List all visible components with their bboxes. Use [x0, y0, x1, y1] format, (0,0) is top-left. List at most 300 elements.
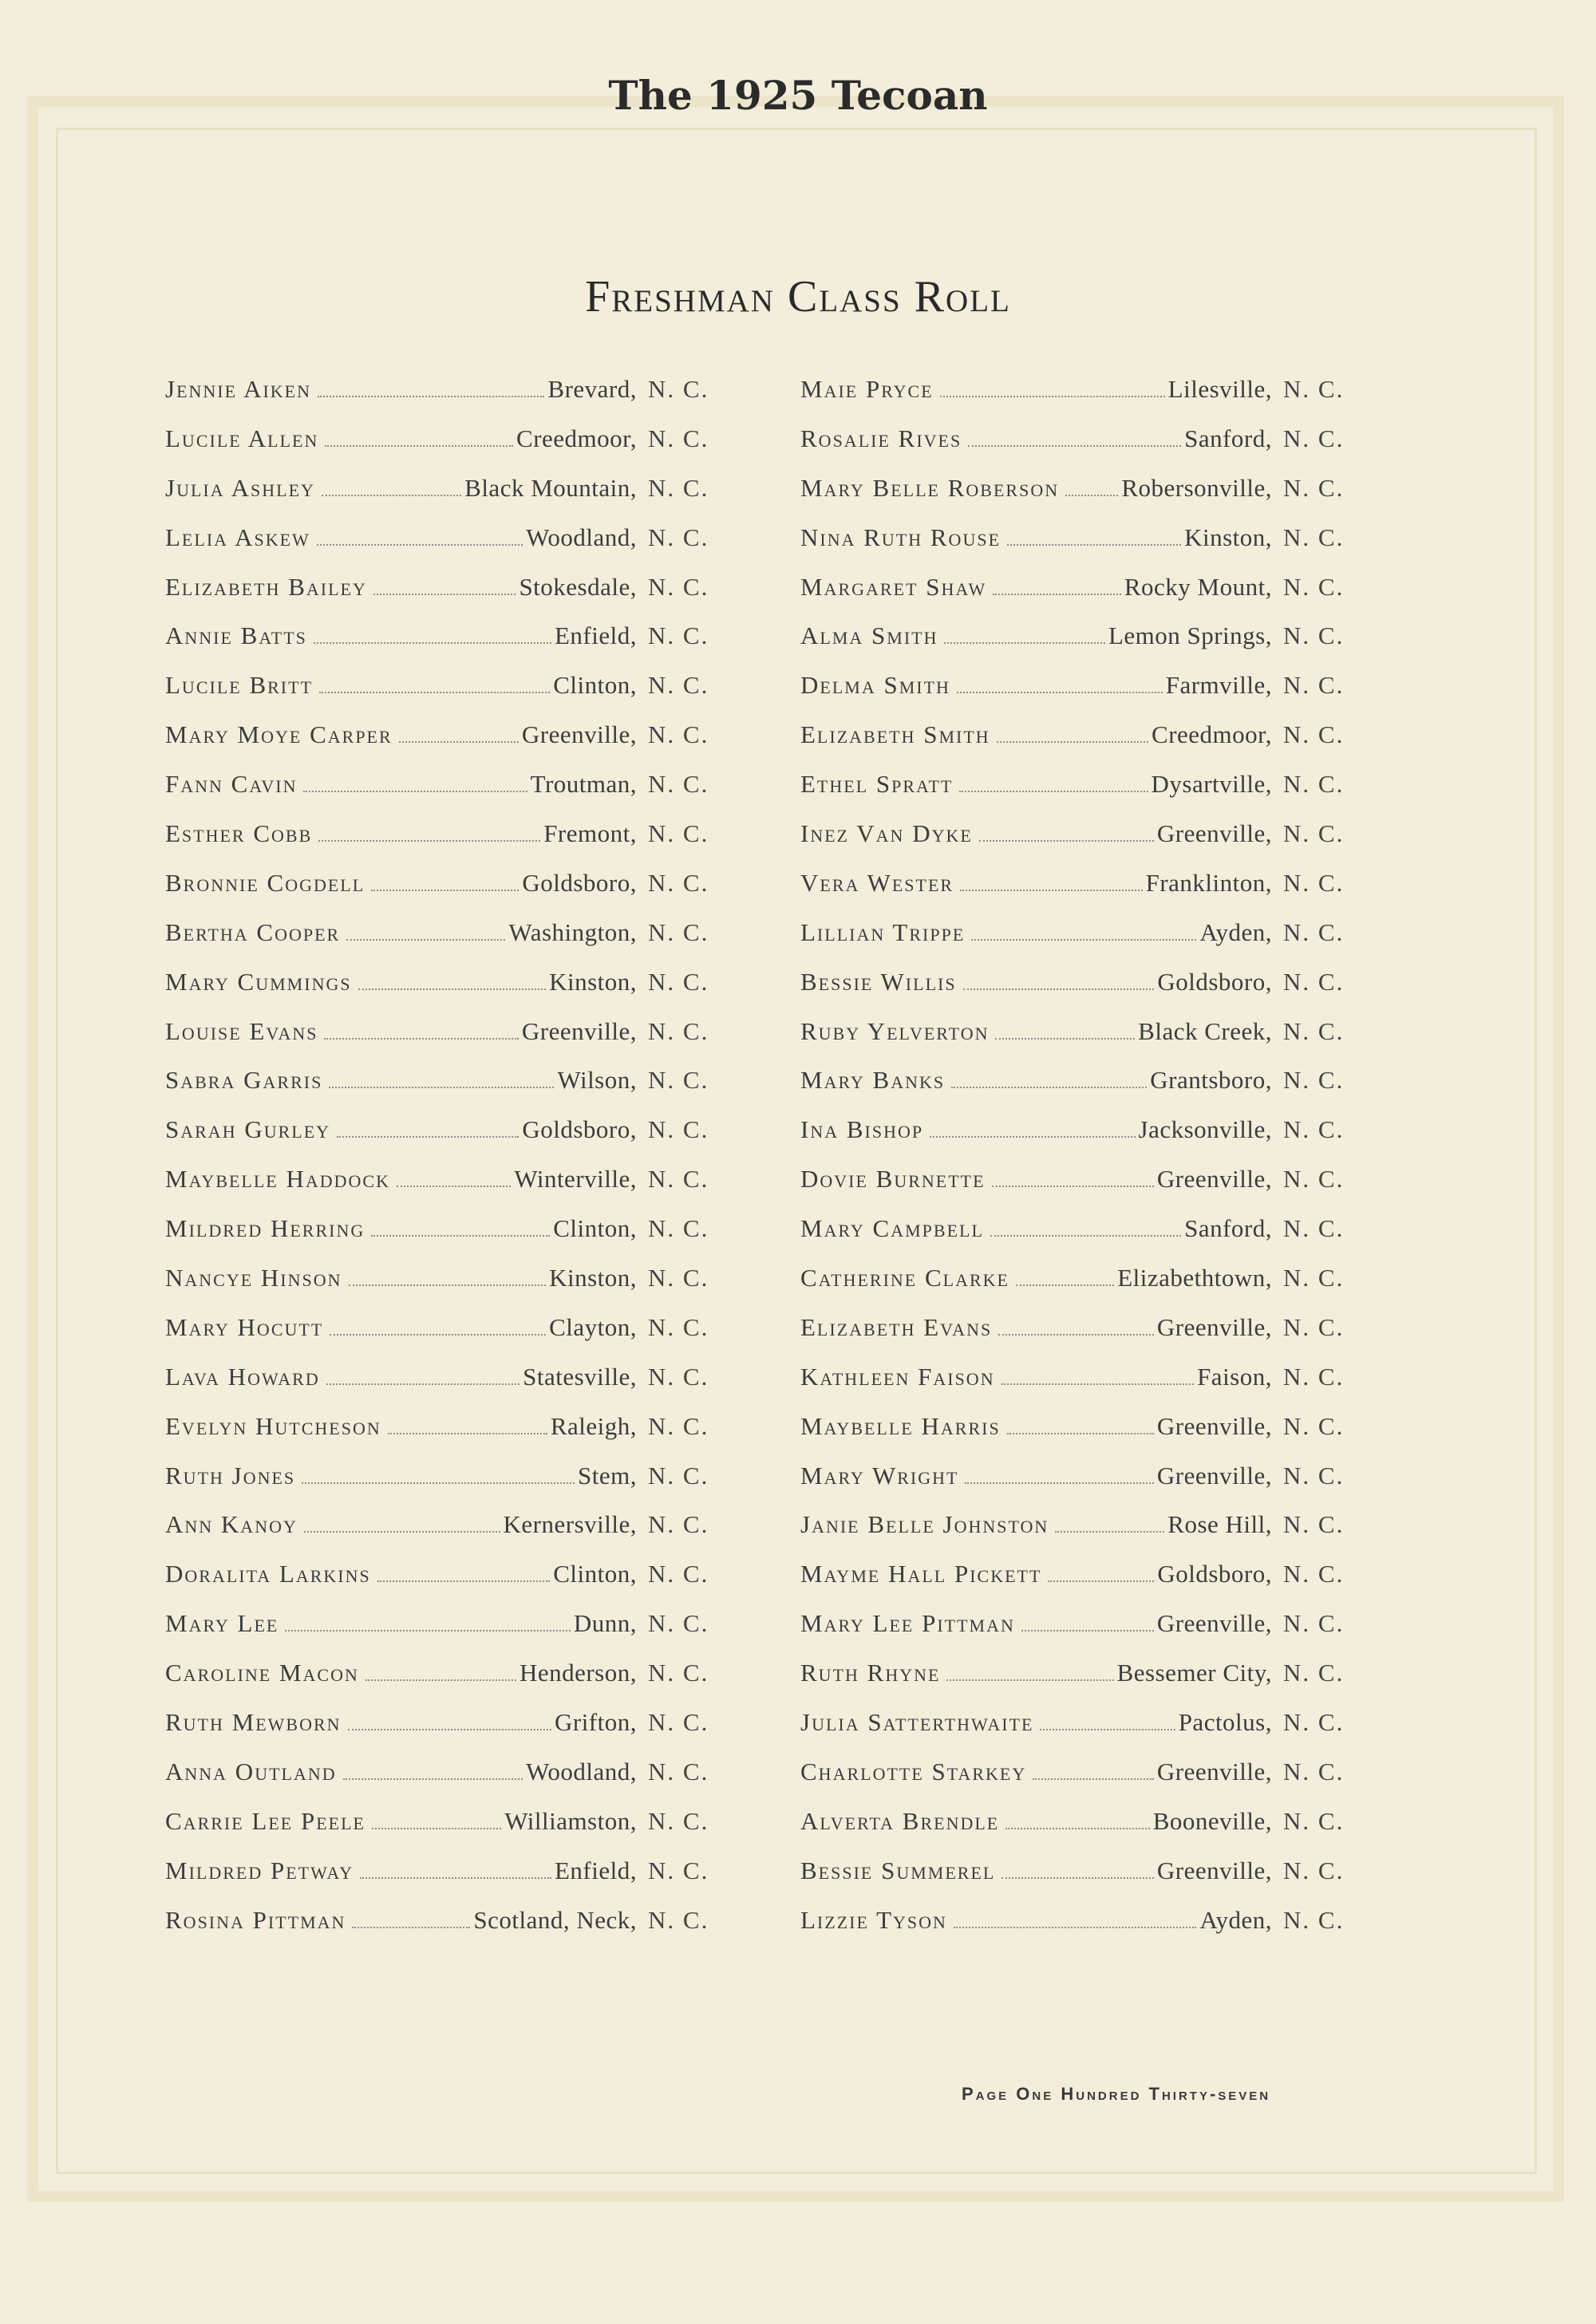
- state-abbreviation: N. C.: [648, 424, 709, 452]
- roll-entry: [800, 1856, 1363, 1906]
- roll-entry: [800, 671, 1363, 720]
- hometown: Goldsboro,: [522, 868, 637, 897]
- roll-entry: [800, 1906, 1363, 1955]
- hometown: Rocky Mount,: [1124, 572, 1272, 601]
- page-number: Page One Hundred Thirty-seven: [962, 2084, 1271, 2104]
- dot-leader: [990, 1235, 1181, 1237]
- roll-entry: [800, 573, 1363, 622]
- roll-entry: [800, 1510, 1363, 1560]
- student-name: Anna Outland: [165, 1757, 337, 1785]
- state-abbreviation: N. C.: [648, 1856, 709, 1884]
- hometown: Goldsboro,: [1157, 967, 1272, 996]
- student-name: Kathleen Faison: [800, 1362, 995, 1391]
- dot-leader: [365, 1679, 516, 1681]
- state-abbreviation: N. C.: [648, 1609, 709, 1638]
- state-abbreviation: N. C.: [1283, 1312, 1345, 1341]
- hometown: Greenville,: [1156, 1757, 1272, 1785]
- dot-leader: [317, 544, 523, 546]
- roll-entry: [800, 375, 1363, 424]
- dot-leader: [968, 445, 1181, 447]
- student-name: Sabra Garris: [165, 1066, 323, 1095]
- student-name: Lava Howard: [165, 1362, 320, 1391]
- student-name: Janie Belle Johnston: [800, 1510, 1049, 1539]
- student-name: Catherine Clarke: [800, 1264, 1009, 1292]
- state-abbreviation: N. C.: [648, 1214, 709, 1243]
- roll-entry: [165, 375, 728, 424]
- dot-leader: [946, 1679, 1113, 1681]
- hometown: Black Creek,: [1138, 1016, 1272, 1045]
- state-abbreviation: N. C.: [648, 819, 709, 848]
- student-name: Ethel Spratt: [800, 770, 954, 799]
- dot-leader: [979, 840, 1154, 842]
- student-name: Bessie Willis: [800, 967, 957, 996]
- dot-leader: [318, 840, 540, 842]
- roll-entry: [800, 819, 1363, 869]
- hometown: Raleigh,: [550, 1411, 637, 1440]
- student-name: Delma Smith: [800, 671, 950, 700]
- state-abbreviation: N. C.: [1283, 1560, 1345, 1588]
- dot-leader: [940, 396, 1165, 397]
- hometown: Ayden,: [1199, 917, 1272, 946]
- hometown: Creedmoor,: [516, 424, 637, 452]
- roll-entry: [165, 1659, 728, 1708]
- dot-leader: [1001, 1877, 1154, 1879]
- dot-leader: [960, 890, 1143, 891]
- roll-entry: [800, 1560, 1363, 1609]
- dot-leader: [1007, 1433, 1154, 1434]
- state-abbreviation: N. C.: [1283, 770, 1345, 799]
- dot-leader: [322, 495, 461, 496]
- roll-entry: [800, 1659, 1363, 1708]
- dot-leader: [377, 1580, 550, 1582]
- state-abbreviation: N. C.: [1283, 1609, 1345, 1638]
- state-abbreviation: N. C.: [648, 523, 709, 551]
- roll-entry: [165, 918, 728, 968]
- state-abbreviation: N. C.: [1283, 1016, 1345, 1045]
- state-abbreviation: N. C.: [1283, 967, 1345, 996]
- state-abbreviation: N. C.: [1283, 720, 1345, 749]
- roll-entry: [165, 573, 728, 622]
- roll-entry: [800, 1017, 1363, 1067]
- roll-entry: [800, 1066, 1363, 1115]
- hometown: Clinton,: [553, 1560, 637, 1588]
- hometown: Woodland,: [526, 1757, 637, 1785]
- dot-leader: [971, 939, 1196, 941]
- state-abbreviation: N. C.: [648, 621, 709, 650]
- student-name: Bronnie Cogdell: [165, 868, 365, 897]
- hometown: Greenville,: [1156, 1461, 1272, 1489]
- dot-leader: [1001, 1383, 1194, 1385]
- dot-leader: [343, 1778, 523, 1780]
- roll-entry: [800, 1363, 1363, 1412]
- roll-entry: [165, 523, 728, 573]
- roll-entry: [165, 819, 728, 869]
- roll-entry: [165, 1264, 728, 1313]
- hometown: Fremont,: [543, 819, 637, 848]
- dot-leader: [372, 1828, 501, 1829]
- dot-leader: [965, 1482, 1153, 1484]
- hometown: Clinton,: [553, 1214, 637, 1243]
- dot-leader: [397, 1186, 511, 1187]
- roll-entry: [800, 1313, 1363, 1363]
- state-abbreviation: N. C.: [648, 1659, 709, 1687]
- state-abbreviation: N. C.: [1283, 1708, 1345, 1737]
- state-abbreviation: N. C.: [1283, 1362, 1345, 1391]
- state-abbreviation: N. C.: [648, 1905, 709, 1934]
- hometown: Goldsboro,: [522, 1115, 637, 1144]
- student-name: Lizzie Tyson: [800, 1905, 947, 1934]
- hometown: Bessemer City,: [1116, 1659, 1272, 1687]
- student-name: Carrie Lee Peele: [165, 1806, 365, 1835]
- hometown: Kinston,: [549, 1264, 637, 1292]
- student-name: Evelyn Hutcheson: [165, 1411, 381, 1440]
- state-abbreviation: N. C.: [1283, 1115, 1345, 1144]
- state-abbreviation: N. C.: [1283, 1411, 1345, 1440]
- roll-entry: [800, 1165, 1363, 1214]
- dot-leader: [993, 594, 1121, 595]
- student-name: Annie Batts: [165, 621, 307, 650]
- roll-entry: [165, 1708, 728, 1758]
- dot-leader: [388, 1433, 547, 1434]
- hometown: Stokesdale,: [519, 572, 637, 601]
- student-name: Charlotte Starkey: [800, 1757, 1027, 1785]
- hometown: Brevard,: [547, 375, 637, 403]
- dot-leader: [314, 642, 551, 644]
- student-name: Fann Cavin: [165, 770, 298, 799]
- roll-entry: [800, 869, 1363, 918]
- roll-entry: [165, 671, 728, 720]
- state-abbreviation: N. C.: [1283, 1806, 1345, 1835]
- student-name: Mary Belle Roberson: [800, 473, 1060, 502]
- hometown: Black Mountain,: [464, 473, 637, 502]
- hometown: Jacksonville,: [1138, 1115, 1272, 1144]
- student-name: Maybelle Harris: [800, 1411, 1001, 1440]
- hometown: Enfield,: [555, 1856, 637, 1884]
- hometown: Greenville,: [1156, 1312, 1272, 1341]
- student-name: Caroline Macon: [165, 1659, 359, 1687]
- roll-column-right: [800, 375, 1363, 1955]
- state-abbreviation: N. C.: [648, 917, 709, 946]
- dot-leader: [329, 1087, 554, 1088]
- state-abbreviation: N. C.: [1283, 1461, 1345, 1489]
- roll-entry: [165, 1807, 728, 1856]
- roll-entry: [165, 968, 728, 1017]
- state-abbreviation: N. C.: [1283, 621, 1345, 650]
- hometown: Woodland,: [526, 523, 637, 551]
- state-abbreviation: N. C.: [648, 1264, 709, 1292]
- dot-leader: [1055, 1531, 1164, 1533]
- student-name: Elizabeth Bailey: [165, 572, 367, 601]
- roll-entry: [165, 869, 728, 918]
- dot-leader: [371, 1235, 550, 1237]
- roll-entry: [165, 1313, 728, 1363]
- hometown: Scotland, Neck,: [473, 1905, 637, 1934]
- roll-entry: [165, 1412, 728, 1462]
- roll-entry: [165, 1856, 728, 1906]
- dot-leader: [285, 1630, 570, 1632]
- roll-entry: [800, 1807, 1363, 1856]
- state-abbreviation: N. C.: [1283, 868, 1345, 897]
- roll-entry: [800, 621, 1363, 671]
- dot-leader: [1007, 544, 1181, 546]
- student-name: Julia Ashley: [165, 473, 315, 502]
- student-name: Lillian Trippe: [800, 917, 966, 946]
- state-abbreviation: N. C.: [648, 1312, 709, 1341]
- dot-leader: [959, 791, 1148, 792]
- dot-leader: [399, 741, 519, 743]
- student-name: Vera Wester: [800, 868, 954, 897]
- dot-leader: [951, 1087, 1147, 1088]
- dot-leader: [319, 692, 550, 693]
- hometown: Sanford,: [1184, 424, 1272, 452]
- hometown: Greenville,: [1156, 1165, 1272, 1194]
- hometown: Goldsboro,: [1157, 1560, 1272, 1588]
- state-abbreviation: N. C.: [648, 1362, 709, 1391]
- hometown: Wilson,: [557, 1066, 637, 1095]
- roll-entry: [165, 1017, 728, 1067]
- dot-leader: [348, 1729, 551, 1730]
- state-abbreviation: N. C.: [648, 1461, 709, 1489]
- student-name: Mary Cummings: [165, 967, 352, 996]
- state-abbreviation: N. C.: [1283, 1214, 1345, 1243]
- student-name: Mary Banks: [800, 1066, 946, 1095]
- dot-leader: [1005, 1828, 1149, 1829]
- student-name: Ruby Yelverton: [800, 1016, 990, 1045]
- roll-entry: [165, 424, 728, 474]
- roll-entry: [165, 720, 728, 770]
- dot-leader: [963, 988, 1155, 990]
- roll-entry: [800, 968, 1363, 1017]
- roll-entry: [165, 1066, 728, 1115]
- hometown: Troutman,: [530, 770, 637, 799]
- student-name: Maie Pryce: [800, 375, 934, 403]
- hometown: Franklinton,: [1145, 868, 1272, 897]
- hometown: Greenville,: [1156, 1411, 1272, 1440]
- dot-leader: [1016, 1284, 1114, 1286]
- state-abbreviation: N. C.: [1283, 523, 1345, 551]
- hometown: Clayton,: [549, 1312, 637, 1341]
- student-name: Ruth Jones: [165, 1461, 296, 1489]
- roll-entry: [800, 1115, 1363, 1165]
- roll-entry: [165, 1906, 728, 1955]
- hometown: Greenville,: [1156, 1609, 1272, 1638]
- roll-entry: [800, 770, 1363, 819]
- roll-entry: [165, 1510, 728, 1560]
- state-abbreviation: N. C.: [1283, 424, 1345, 452]
- roll-entry: [165, 621, 728, 671]
- student-name: Maybelle Haddock: [165, 1165, 390, 1194]
- hometown: Clinton,: [553, 671, 637, 700]
- state-abbreviation: N. C.: [1283, 819, 1345, 848]
- dot-leader: [997, 741, 1148, 743]
- state-abbreviation: N. C.: [1283, 1510, 1345, 1539]
- student-name: Inez Van Dyke: [800, 819, 973, 848]
- student-name: Mary Campbell: [800, 1214, 984, 1243]
- roll-entry: [165, 1758, 728, 1807]
- student-name: Mary Hocutt: [165, 1312, 324, 1341]
- state-abbreviation: N. C.: [648, 671, 709, 700]
- state-abbreviation: N. C.: [648, 572, 709, 601]
- dot-leader: [371, 890, 519, 891]
- hometown: Creedmoor,: [1152, 720, 1272, 749]
- roll-entry: [800, 1462, 1363, 1511]
- state-abbreviation: N. C.: [648, 1510, 709, 1539]
- roll-entry: [800, 720, 1363, 770]
- state-abbreviation: N. C.: [1283, 1757, 1345, 1785]
- dot-leader: [992, 1186, 1154, 1187]
- dot-leader: [302, 1482, 575, 1484]
- dot-leader: [998, 1334, 1154, 1336]
- roll-entry: [800, 1214, 1363, 1264]
- hometown: Booneville,: [1152, 1806, 1272, 1835]
- roll-entry: [165, 1214, 728, 1264]
- hometown: Greenville,: [521, 1016, 637, 1045]
- dot-leader: [337, 1136, 519, 1138]
- roll-entry: [165, 1115, 728, 1165]
- dot-leader: [346, 939, 505, 941]
- hometown: Pactolus,: [1178, 1708, 1272, 1737]
- dot-leader: [349, 1284, 547, 1286]
- student-name: Mary Wright: [800, 1461, 959, 1489]
- state-abbreviation: N. C.: [648, 1016, 709, 1045]
- student-name: Lelia Askew: [165, 523, 310, 551]
- state-abbreviation: N. C.: [1283, 917, 1345, 946]
- roll-column-left: [165, 375, 728, 1955]
- hometown: Dunn,: [573, 1609, 637, 1638]
- student-name: Mary Moye Carper: [165, 720, 393, 749]
- dot-leader: [1021, 1630, 1154, 1632]
- roll-entry: [800, 523, 1363, 573]
- dot-leader: [1033, 1778, 1154, 1780]
- roll-entry: [165, 1363, 728, 1412]
- student-name: Mary Lee Pittman: [800, 1609, 1015, 1638]
- state-abbreviation: N. C.: [648, 770, 709, 799]
- dot-leader: [303, 791, 527, 792]
- state-abbreviation: N. C.: [1283, 671, 1345, 700]
- state-abbreviation: N. C.: [648, 1560, 709, 1588]
- hometown: Lemon Springs,: [1108, 621, 1272, 650]
- roll-entry: [165, 1462, 728, 1511]
- student-name: Bessie Summerel: [800, 1856, 996, 1884]
- state-abbreviation: N. C.: [648, 1708, 709, 1737]
- dot-leader: [304, 1531, 500, 1533]
- hometown: Statesville,: [523, 1362, 637, 1391]
- hometown: Winterville,: [514, 1165, 637, 1194]
- state-abbreviation: N. C.: [648, 967, 709, 996]
- hometown: Sanford,: [1184, 1214, 1272, 1243]
- roll-entry: [800, 1708, 1363, 1758]
- student-name: Ann Kanoy: [165, 1510, 298, 1539]
- dot-leader: [957, 692, 1163, 693]
- roll-entry: [165, 770, 728, 819]
- dot-leader: [954, 1927, 1197, 1928]
- student-name: Elizabeth Evans: [800, 1312, 993, 1341]
- roll-entry: [165, 1165, 728, 1214]
- hometown: Kernersville,: [503, 1510, 637, 1539]
- dot-leader: [1040, 1729, 1175, 1730]
- hometown: Rose Hill,: [1167, 1510, 1272, 1539]
- dot-leader: [1065, 495, 1118, 496]
- dot-leader: [330, 1334, 546, 1336]
- state-abbreviation: N. C.: [1283, 572, 1345, 601]
- state-abbreviation: N. C.: [1283, 375, 1345, 403]
- dot-leader: [1048, 1580, 1154, 1582]
- state-abbreviation: N. C.: [648, 473, 709, 502]
- student-name: Rosina Pittman: [165, 1905, 346, 1934]
- state-abbreviation: N. C.: [1283, 1066, 1345, 1095]
- hometown: Grifton,: [554, 1708, 637, 1737]
- hometown: Lilesville,: [1167, 375, 1272, 403]
- student-name: Nina Ruth Rouse: [800, 523, 1001, 551]
- state-abbreviation: N. C.: [648, 1411, 709, 1440]
- dot-leader: [995, 1038, 1135, 1040]
- running-head: The 1925 Tecoan: [608, 72, 988, 119]
- student-name: Louise Evans: [165, 1016, 318, 1045]
- dot-leader: [944, 642, 1104, 644]
- student-name: Ruth Rhyne: [800, 1659, 941, 1687]
- student-name: Rosalie Rives: [800, 424, 962, 452]
- hometown: Kinston,: [549, 967, 637, 996]
- state-abbreviation: N. C.: [648, 1115, 709, 1144]
- roll-entry: [800, 424, 1363, 474]
- dot-leader: [358, 988, 546, 990]
- hometown: Robersonville,: [1121, 473, 1272, 502]
- student-name: Lucile Britt: [165, 671, 314, 700]
- state-abbreviation: N. C.: [648, 1806, 709, 1835]
- dot-leader: [318, 396, 544, 397]
- student-name: Alma Smith: [800, 621, 938, 650]
- student-name: Mayme Hall Pickett: [800, 1560, 1042, 1588]
- student-name: Jennie Aiken: [165, 375, 312, 403]
- student-name: Ruth Mewborn: [165, 1708, 342, 1737]
- state-abbreviation: N. C.: [648, 868, 709, 897]
- state-abbreviation: N. C.: [648, 720, 709, 749]
- dot-leader: [352, 1927, 470, 1928]
- dot-leader: [360, 1877, 551, 1879]
- hometown: Ayden,: [1199, 1905, 1272, 1934]
- student-name: Lucile Allen: [165, 424, 319, 452]
- dot-leader: [325, 445, 513, 447]
- student-name: Mildred Herring: [165, 1214, 365, 1243]
- student-name: Mildred Petway: [165, 1856, 354, 1884]
- state-abbreviation: N. C.: [1283, 1165, 1345, 1194]
- hometown: Grantsboro,: [1150, 1066, 1272, 1095]
- state-abbreviation: N. C.: [648, 1165, 709, 1194]
- hometown: Williamston,: [504, 1806, 637, 1835]
- page-title: Freshman Class Roll: [585, 272, 1011, 322]
- roll-entry: [800, 1264, 1363, 1313]
- hometown: Henderson,: [519, 1659, 637, 1687]
- student-name: Sarah Gurley: [165, 1115, 331, 1144]
- roll-entry: [800, 1412, 1363, 1462]
- state-abbreviation: N. C.: [1283, 473, 1345, 502]
- hometown: Stem,: [578, 1461, 637, 1489]
- state-abbreviation: N. C.: [1283, 1856, 1345, 1884]
- student-name: Margaret Shaw: [800, 572, 987, 601]
- roll-entry: [165, 1560, 728, 1609]
- state-abbreviation: N. C.: [1283, 1659, 1345, 1687]
- roll-entry: [165, 1609, 728, 1659]
- student-name: Nancye Hinson: [165, 1264, 342, 1292]
- dot-leader: [930, 1136, 1135, 1138]
- dot-leader: [373, 594, 516, 595]
- roll-entry: [800, 1758, 1363, 1807]
- hometown: Washington,: [508, 917, 637, 946]
- student-name: Ina Bishop: [800, 1115, 924, 1144]
- student-name: Doralita Larkins: [165, 1560, 371, 1588]
- dot-leader: [326, 1383, 519, 1385]
- hometown: Enfield,: [555, 621, 637, 650]
